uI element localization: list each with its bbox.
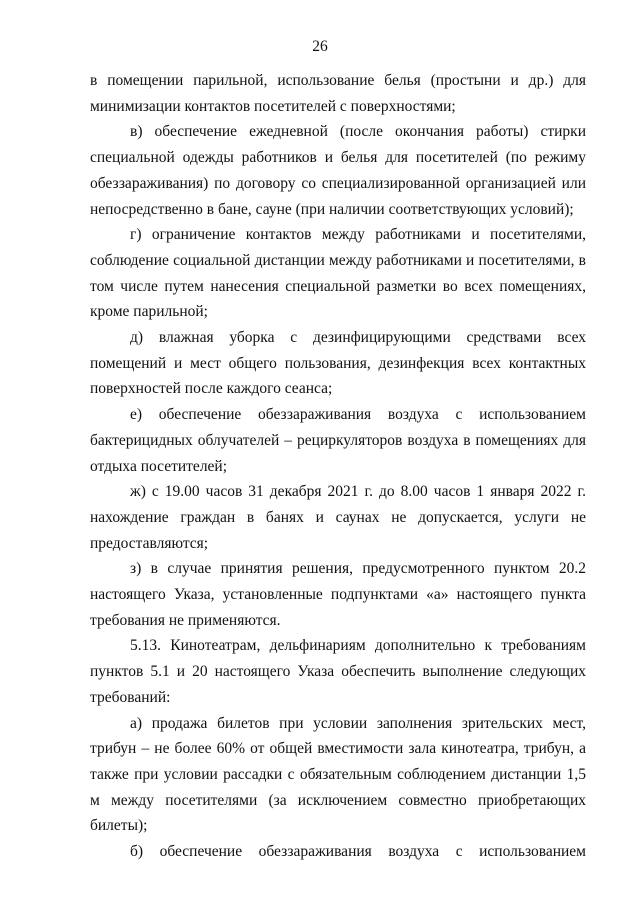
- paragraph-continuation: в помещении парильной, использование белья (простыни и др.) для минимизации контактов посетителей с поверхностями;: [90, 72, 586, 115]
- document-body: [90, 68, 586, 865]
- page-number: 26: [312, 38, 328, 55]
- paragraph-item-a: а) продажа билетов при условии заполнения зрительских мест, трибун – не более 60% от общей вместимости зала кинотеатра, трибун, а также при условии рассадки с обязательным соблюдением дистанции 1,5 м между посетителями (за исключением совместно приобретающих билеты);: [90, 714, 586, 835]
- paragraph-item-z: з) в случае принятия решения, предусмотренного пунктом 20.2 настоящего Указа, установленные подпунктами «а» настоящего пункта требования не применяются.: [90, 560, 586, 629]
- paragraph-section-5-13: 5.13. Кинотеатрам, дельфинариям дополнительно к требованиям пунктов 5.1 и 20 настоящего Указа обеспечить выполнение следующих требований:: [90, 637, 586, 706]
- paragraph-item-g: г) ограничение контактов между работниками и посетителями, соблюдение социальной дистанции между работниками и посетителями, в том числе путем нанесения специальной разметки во всех помещениях, кроме парильной;: [90, 226, 586, 321]
- paragraph-item-d: д) влажная уборка с дезинфицирующими средствами всех помещений и мест общего пользования, дезинфекция всех контактных поверхностей после каждого сеанса;: [90, 329, 586, 398]
- paragraph-item-b: б) обеспечение обеззараживания воздуха с использованием: [130, 843, 586, 861]
- paragraph-item-zh: ж) с 19.00 часов 31 декабря 2021 г. до 8.00 часов 1 января 2022 г. нахождение граждан в банях и саунах не допускается, услуги не предоставляются;: [90, 483, 586, 552]
- paragraph-item-e: е) обеспечение обеззараживания воздуха с использованием бактерицидных облучателей – рециркуляторов воздуха в помещениях для отдыха посетителей;: [90, 406, 586, 475]
- paragraph-item-v: в) обеспечение ежедневной (после окончания работы) стирки специальной одежды работников и белья для посетителей (по режиму обеззараживания) по договору со специализированной организацией или непосредственно в бане, сауне (при наличии соответствующих условий);: [90, 123, 586, 218]
